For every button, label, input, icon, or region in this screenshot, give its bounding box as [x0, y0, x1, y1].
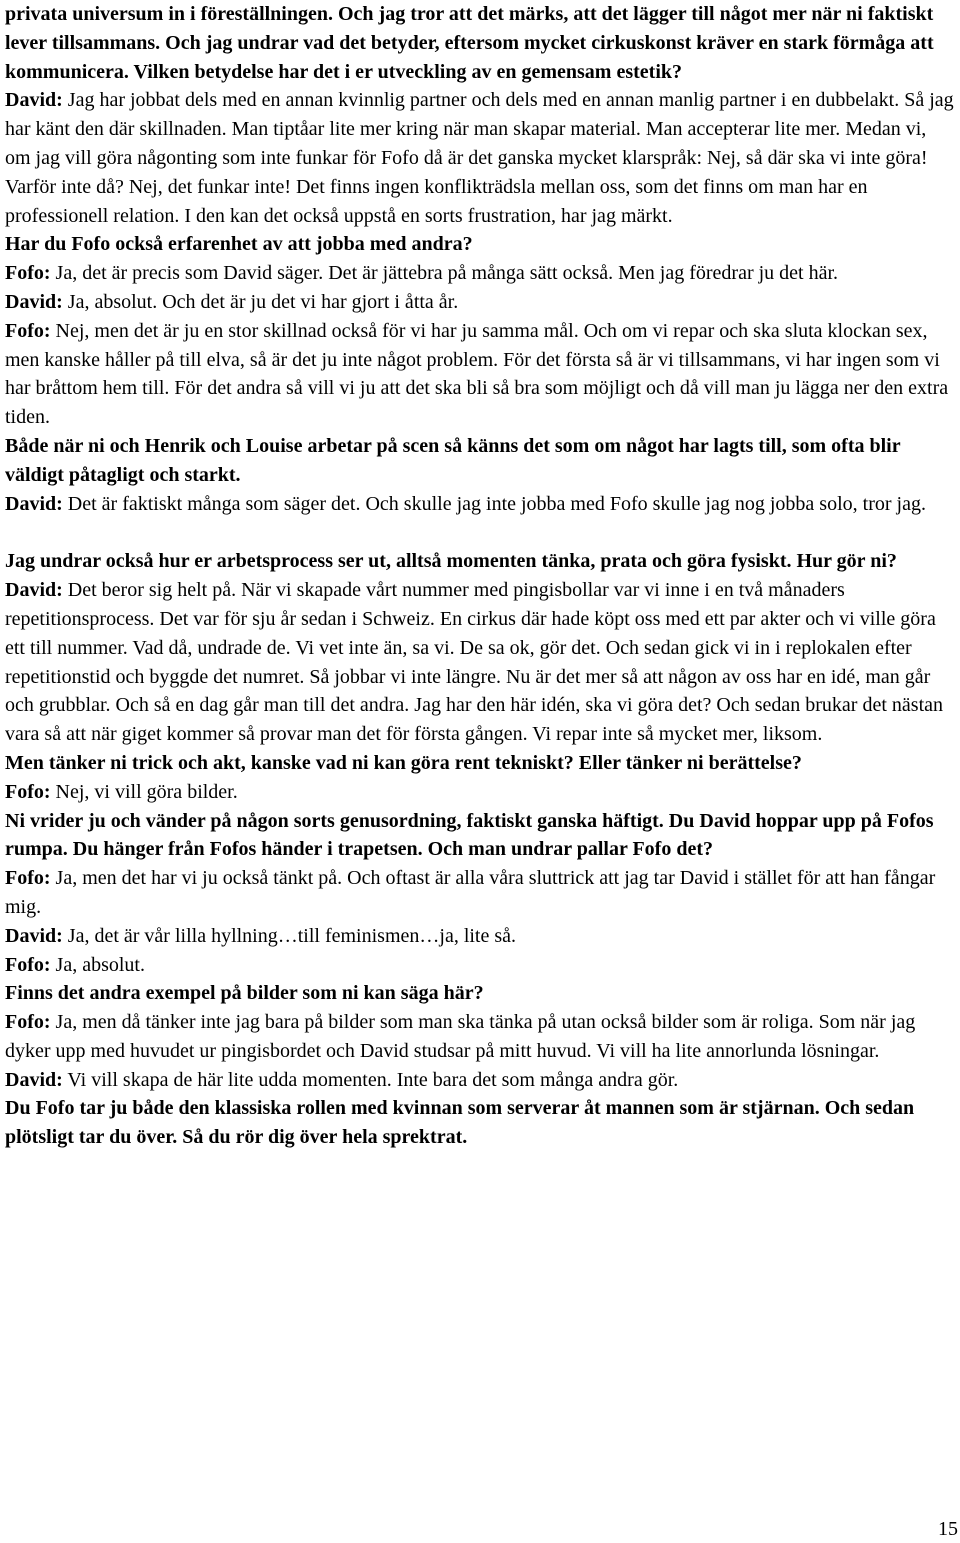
interview-question	[5, 0, 955, 86]
question-text: Du Fofo tar ju både den klassiska rollen med kvinnan som serverar åt mannen som är stjärnan. Och sedan plötsligt tar du över. Så du rör dig över hela sprektrat.	[5, 1097, 915, 1149]
answer-text: Det är faktiskt många som säger det. Och skulle jag inte jobba med Fofo skulle jag nog jobba solo, tror jag.	[62, 492, 926, 515]
answer-text: Vi vill skapa de här lite udda momenten. Inte bara det som många andra gör.	[62, 1068, 679, 1091]
page-number: 15	[938, 1518, 958, 1540]
interview-answer	[5, 490, 955, 519]
question-text: Ni vrider ju och vänder på någon sorts genusordning, faktiskt ganska häftigt. Du David hoppar upp på Fofos rumpa. Du hänger från Fofos händer i trapetsen. Och man undrar pallar Fofo det?	[5, 809, 934, 861]
interview-question	[5, 807, 955, 865]
question-text: Jag undrar också hur er arbetsprocess ser ut, alltså momenten tänka, prata och göra fysiskt. Hur gör ni?	[5, 550, 897, 573]
answer-text: Nej, vi vill göra bilder.	[50, 780, 238, 803]
answer-text: Det beror sig helt på. När vi skapade vårt nummer med pingisbollar var vi inne i en två månaders repetitionsprocess. Det var för sju år sedan i Schweiz. En cirkus där hade köpt oss med ett par akter och vi ville göra ett till nummer. Vad då, undrade de. Vi vet inte än, sa vi. De sa ok, gör det. Och sedan gick vi in i replokalen efter repetitionstid och byggde det numret. Så jobbar vi inte längre. Nu är det mer så att någon av oss har en idé, man går och grubblar. Och så en dag går man till det andra. Jag har den här idén, ska vi göra det? Och sedan brukar det nästan vara så att när giget kommer så provar man det för första gången. Vi repar inte så mycket mer, liksom.	[5, 579, 943, 746]
interview-answer	[5, 778, 955, 807]
answer-text: Ja, men det har vi ju också tänkt på. Och oftast är alla våra sluttrick att jag tar David i stället för att han fångar mig.	[5, 867, 936, 918]
paragraph-spacer	[5, 518, 955, 547]
answer-text: Ja, absolut. Och det är ju det vi har gjort i åtta år.	[62, 290, 459, 313]
interview-question	[5, 749, 955, 778]
speaker-label: Fofo:	[5, 953, 51, 976]
interview-question	[5, 432, 955, 490]
question-text: Både när ni och Henrik och Louise arbetar på scen så känns det som om något har lagts till, som ofta blir väldigt påtagligt och starkt.	[5, 434, 901, 486]
interview-question	[5, 979, 955, 1008]
interview-answer	[5, 86, 955, 230]
interview-answer	[5, 259, 955, 288]
question-text: privata universum in i föreställningen. Och jag tror att det märks, att det lägger till något mer när ni faktiskt lever tillsammans. Och jag undrar vad det betyder, eftersom mycket cirkuskonst kräver en stark förmåga att kommunicera. Vilken betydelse har det i er utveckling av en gemensam estetik?	[5, 3, 934, 83]
interview-question	[5, 230, 955, 259]
question-text: Men tänker ni trick och akt, kanske vad ni kan göra rent tekniskt? Eller tänker ni berättelse?	[5, 751, 802, 774]
interview-question	[5, 547, 955, 576]
interview-answer	[5, 576, 955, 749]
interview-answer	[5, 1066, 955, 1095]
speaker-label: Fofo:	[5, 319, 51, 342]
interview-question	[5, 1094, 955, 1152]
interview-answer	[5, 864, 955, 922]
interview-answer	[5, 317, 955, 432]
answer-text: Ja, absolut.	[50, 953, 145, 976]
speaker-label: Fofo:	[5, 262, 51, 285]
answer-text: Ja, men då tänker inte jag bara på bilder som man ska tänka på utan också bilder som är roliga. Som när jag dyker upp med huvudet ur pingisbordet och David studsar på mitt huvud. Vi vill ha lite annorlunda lösningar.	[5, 1011, 916, 1062]
interview-answer	[5, 951, 955, 980]
speaker-label: David:	[5, 1068, 63, 1091]
interview-answer	[5, 288, 955, 317]
speaker-label: David:	[5, 579, 63, 602]
answer-text: Ja, det är precis som David säger. Det är jättebra på många sätt också. Men jag föredrar ju det här.	[50, 262, 839, 285]
document-body	[5, 0, 955, 1152]
answer-text: Ja, det är vår lilla hyllning…till feminismen…ja, lite så.	[62, 924, 517, 947]
speaker-label: David:	[5, 924, 63, 947]
speaker-label: Fofo:	[5, 1011, 51, 1034]
speaker-label: Fofo:	[5, 867, 51, 890]
interview-answer	[5, 1008, 955, 1066]
speaker-label: Fofo:	[5, 780, 51, 803]
interview-answer	[5, 922, 955, 951]
question-text: Har du Fofo också erfarenhet av att jobba med andra?	[5, 233, 473, 256]
question-text: Finns det andra exempel på bilder som ni kan säga här?	[5, 982, 484, 1005]
answer-text: Jag har jobbat dels med en annan kvinnlig partner och dels med en annan manlig partner i en dubbelakt. Så jag har känt den där skillnaden. Man tiptåar lite mer kring när man skapar material. Man accepterar lite mer. Medan vi, om jag vill göra någonting som inte funkar för Fofo då är det ganska mycket klarspråk: Nej, så där ska vi inte göra! Varför inte då? Nej, det funkar inte! Det finns ingen konflikträdsla mellan oss, som det finns om man har en professionell relation. I den kan det också uppstå en sorts frustration, har jag märkt.	[5, 89, 954, 227]
speaker-label: David:	[5, 492, 63, 515]
answer-text: Nej, men det är ju en stor skillnad också för vi har ju samma mål. Och om vi repar och ska sluta klockan sex, men kanske håller på till elva, så är det ju inte något problem. För det första så är vi tillsammans, vi har ingen som vi har bråttom hem till. För det andra så vill vi ju att det ska bli så bra som möjligt och då vill man ju lägga ner den extra tiden.	[5, 319, 949, 429]
speaker-label: David:	[5, 89, 63, 112]
speaker-label: David:	[5, 290, 63, 313]
